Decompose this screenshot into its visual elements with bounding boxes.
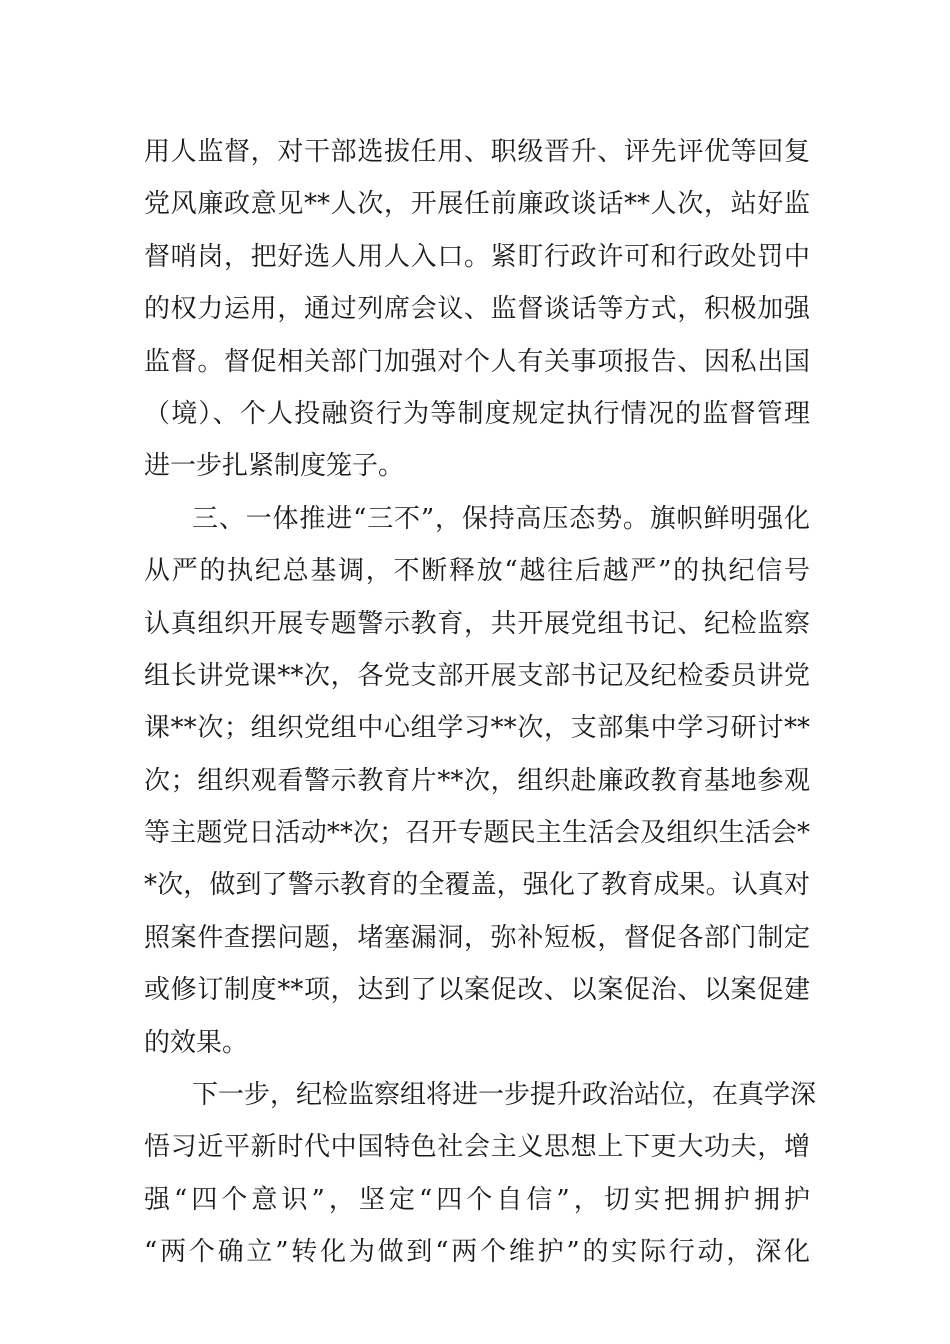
text-line: 的效果。: [144, 1027, 249, 1058]
text-line: 下一步，纪检监察组将进一步提升政治站位，在真学深: [192, 1080, 817, 1111]
text-line: “两个确立”转化为做到“两个维护”的实际行动，深化: [144, 1237, 810, 1268]
text-line: 三、一体推进“三不”，保持高压态势。旗帜鲜明强化: [192, 503, 810, 534]
text-line: 课**次；组织党组中心组学习**次，支部集中学习研讨**: [144, 713, 810, 744]
text-line: 等主题党日活动**次；召开专题民主生活会及组织生活会*: [144, 818, 810, 849]
text-line: 次；组织观看警示教育片**次，组织赴廉政教育基地参观: [144, 765, 810, 796]
text-line: 督哨岗，把好选人用人入口。紧盯行政许可和行政处罚中: [144, 241, 810, 272]
text-line: 照案件查摆问题，堵塞漏洞，弥补短板，督促各部门制定: [144, 922, 810, 953]
text-line: 的权力运用，通过列席会议、监督谈话等方式，积极加强: [144, 294, 810, 325]
text-line: （境）、个人投融资行为等制度规定执行情况的监督管理: [144, 398, 810, 429]
text-line: 认真组织开展专题警示教育，共开展党组书记、纪检监察: [144, 608, 810, 639]
text-line: 监督。督促相关部门加强对个人有关事项报告、因私出国: [144, 346, 810, 377]
text-line: 用人监督，对干部选拔任用、职级晋升、评先评优等回复: [144, 137, 810, 167]
text-line: 或修订制度**项，达到了以案促改、以案促治、以案促建: [144, 975, 810, 1006]
text-line: 从严的执纪总基调，不断释放“越往后越严”的执纪信号: [144, 556, 810, 587]
text-line: *次，做到了警示教育的全覆盖，强化了教育成果。认真对: [144, 870, 810, 901]
text-line: 强“四个意识”，坚定“四个自信”，切实把拥护拥护: [144, 1184, 810, 1215]
text-line: 进一步扎紧制度笼子。: [144, 451, 405, 482]
text-line: 组长讲党课**次，各党支部开展支部书记及纪检委员讲党: [144, 660, 810, 691]
text-line: 党风廉政意见**人次，开展任前廉政谈话**人次，站好监: [144, 189, 810, 220]
document-body: [144, 126, 817, 1279]
text-line: 悟习近平新时代中国特色社会主义思想上下更大功夫，增: [144, 1132, 810, 1163]
